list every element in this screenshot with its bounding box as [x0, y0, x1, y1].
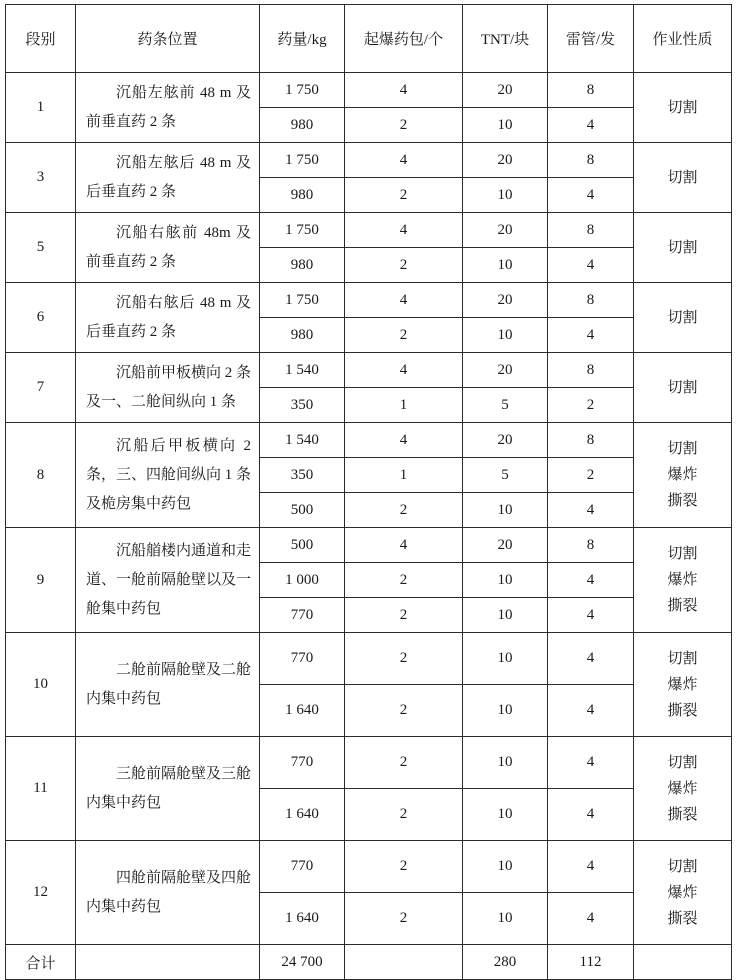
tnt-cell: 5 [463, 388, 548, 423]
table-row [6, 283, 732, 318]
segment-cell: 9 [6, 528, 76, 633]
segment-cell: 7 [6, 353, 76, 423]
nature-item: 撕裂 [667, 702, 698, 719]
location-text: 三舱前隔舱壁及三舱内集中药包 [86, 765, 252, 811]
blasting-cap-cell: 8 [548, 353, 634, 388]
tnt-cell: 20 [463, 423, 548, 458]
nature-item: 爆炸 [667, 676, 698, 693]
detonator-pack-cell: 4 [345, 423, 463, 458]
blasting-cap-cell: 4 [548, 893, 634, 945]
charge-amount-cell: 980 [260, 318, 345, 353]
detonator-pack-cell: 2 [345, 248, 463, 283]
location-cell [76, 73, 260, 143]
nature-item: 爆炸 [667, 467, 698, 483]
table-row [6, 633, 732, 685]
charge-amount-cell: 770 [260, 633, 345, 685]
operation-nature-cell [634, 73, 732, 143]
detonator-pack-cell: 2 [345, 893, 463, 945]
charge-amount-cell: 770 [260, 737, 345, 789]
blasting-cap-cell: 2 [548, 458, 634, 493]
charge-amount-cell: 350 [260, 388, 345, 423]
nature-item: 爆炸 [667, 884, 698, 901]
detonator-pack-cell: 2 [345, 493, 463, 528]
charge-amount-cell: 1 540 [260, 423, 345, 458]
charge-amount-cell: 980 [260, 178, 345, 213]
charge-amount-cell: 1 640 [260, 685, 345, 737]
blasting-cap-cell: 8 [548, 528, 634, 563]
tnt-cell: 10 [463, 841, 548, 893]
blasting-cap-cell: 4 [548, 563, 634, 598]
total-detonator-empty [345, 945, 463, 980]
detonator-pack-cell: 4 [345, 283, 463, 318]
total-label: 合计 [6, 945, 76, 980]
tnt-cell: 20 [463, 73, 548, 108]
blasting-cap-cell: 8 [548, 283, 634, 318]
nature-item: 切割 [667, 650, 698, 667]
blasting-cap-cell: 4 [548, 318, 634, 353]
header-row [6, 5, 732, 73]
blasting-cap-cell: 2 [548, 388, 634, 423]
header-location: 药条位置 [76, 5, 260, 73]
detonator-pack-cell: 2 [345, 108, 463, 143]
operation-nature-cell [634, 633, 732, 737]
nature-item: 爆炸 [667, 572, 698, 588]
blasting-cap-cell: 4 [548, 598, 634, 633]
segment-cell: 10 [6, 633, 76, 737]
segment-cell: 5 [6, 213, 76, 283]
charge-amount-cell: 1 750 [260, 73, 345, 108]
table-row [6, 213, 732, 248]
charge-amount-cell: 980 [260, 108, 345, 143]
operation-nature-cell [634, 353, 732, 423]
nature-item: 切割 [667, 379, 698, 396]
segment-cell: 6 [6, 283, 76, 353]
detonator-pack-cell: 4 [345, 73, 463, 108]
tnt-cell: 20 [463, 353, 548, 388]
charge-amount-cell: 1 640 [260, 893, 345, 945]
charge-amount-cell: 980 [260, 248, 345, 283]
detonator-pack-cell: 2 [345, 789, 463, 841]
blasting-cap-cell: 4 [548, 493, 634, 528]
header-blasting-cap: 雷管/发 [548, 5, 634, 73]
detonator-pack-cell: 2 [345, 598, 463, 633]
charge-amount-cell: 770 [260, 841, 345, 893]
tnt-cell: 20 [463, 283, 548, 318]
segment-cell: 12 [6, 841, 76, 945]
detonator-pack-cell: 2 [345, 737, 463, 789]
charge-amount-cell: 500 [260, 528, 345, 563]
nature-item: 撕裂 [667, 806, 698, 823]
charge-amount-cell: 1 640 [260, 789, 345, 841]
tnt-cell: 20 [463, 143, 548, 178]
tnt-cell: 10 [463, 685, 548, 737]
nature-item: 切割 [667, 858, 698, 875]
total-charge-amount: 24 700 [260, 945, 345, 980]
operation-nature-cell [634, 423, 732, 528]
tnt-cell: 5 [463, 458, 548, 493]
detonator-pack-cell: 1 [345, 458, 463, 493]
table-body [6, 73, 732, 945]
table-row [6, 737, 732, 789]
detonator-pack-cell: 2 [345, 633, 463, 685]
blasting-cap-cell: 4 [548, 841, 634, 893]
location-text: 沉船艏楼内通道和走道、一舱前隔舱壁以及一舱集中药包 [86, 542, 252, 617]
blasting-cap-cell: 4 [548, 633, 634, 685]
header-tnt: TNT/块 [463, 5, 548, 73]
nature-item: 撕裂 [667, 493, 698, 509]
header-charge-amount: 药量/kg [260, 5, 345, 73]
location-cell [76, 423, 260, 528]
blasting-cap-cell: 8 [548, 423, 634, 458]
total-row [6, 945, 732, 980]
location-text: 沉船右舷后 48 m 及后垂直药 2 条 [86, 294, 251, 340]
table-row [6, 143, 732, 178]
tnt-cell: 10 [463, 893, 548, 945]
nature-item: 切割 [667, 441, 698, 457]
tnt-cell: 10 [463, 633, 548, 685]
tnt-cell: 10 [463, 789, 548, 841]
detonator-pack-cell: 4 [345, 213, 463, 248]
detonator-pack-cell: 4 [345, 353, 463, 388]
nature-item: 撕裂 [667, 598, 698, 614]
operation-nature-cell [634, 213, 732, 283]
tnt-cell: 10 [463, 737, 548, 789]
nature-item: 切割 [667, 239, 698, 256]
operation-nature-cell [634, 283, 732, 353]
table-row [6, 528, 732, 563]
blasting-cap-cell: 4 [548, 737, 634, 789]
location-cell [76, 841, 260, 945]
nature-item: 切割 [667, 546, 698, 562]
table-row [6, 423, 732, 458]
location-text: 沉船左舷后 48 m 及后垂直药 2 条 [86, 154, 251, 200]
location-cell [76, 528, 260, 633]
segment-cell: 3 [6, 143, 76, 213]
location-text: 四舱前隔舱壁及四舱内集中药包 [86, 869, 252, 915]
tnt-cell: 10 [463, 598, 548, 633]
location-cell [76, 283, 260, 353]
nature-item: 撕裂 [667, 910, 698, 927]
charge-amount-cell: 500 [260, 493, 345, 528]
detonator-pack-cell: 4 [345, 143, 463, 178]
location-text: 二舱前隔舱壁及二舱内集中药包 [86, 661, 252, 707]
header-operation-nature: 作业性质 [634, 5, 732, 73]
operation-nature-cell [634, 528, 732, 633]
tnt-cell: 20 [463, 213, 548, 248]
table-row [6, 841, 732, 893]
detonator-pack-cell: 2 [345, 841, 463, 893]
tnt-cell: 10 [463, 178, 548, 213]
tnt-cell: 20 [463, 528, 548, 563]
charge-amount-cell: 770 [260, 598, 345, 633]
operation-nature-cell [634, 841, 732, 945]
nature-item: 切割 [667, 309, 698, 326]
total-tnt: 280 [463, 945, 548, 980]
tnt-cell: 10 [463, 318, 548, 353]
blasting-cap-cell: 8 [548, 73, 634, 108]
blasting-cap-cell: 8 [548, 213, 634, 248]
total-location-empty [76, 945, 260, 980]
blasting-cap-cell: 4 [548, 685, 634, 737]
charge-amount-cell: 1 750 [260, 283, 345, 318]
location-cell [76, 737, 260, 841]
detonator-pack-cell: 4 [345, 528, 463, 563]
detonator-pack-cell: 2 [345, 318, 463, 353]
total-nature-empty [634, 945, 732, 980]
detonator-pack-cell: 2 [345, 178, 463, 213]
charge-amount-cell: 1 000 [260, 563, 345, 598]
operation-nature-cell [634, 737, 732, 841]
segment-cell: 11 [6, 737, 76, 841]
total-blasting-cap: 112 [548, 945, 634, 980]
location-cell [76, 213, 260, 283]
charge-amount-cell: 1 750 [260, 213, 345, 248]
detonator-pack-cell: 2 [345, 685, 463, 737]
location-text: 沉船右舷前 48m 及前垂直药 2 条 [86, 224, 251, 270]
location-cell [76, 353, 260, 423]
blasting-cap-cell: 8 [548, 143, 634, 178]
tnt-cell: 10 [463, 493, 548, 528]
location-text: 沉船后甲板横向 2 条，三、四舱间纵向 1 条及桅房集中药包 [86, 437, 252, 512]
blasting-cap-cell: 4 [548, 108, 634, 143]
location-cell [76, 633, 260, 737]
nature-item: 切割 [667, 754, 698, 771]
operation-nature-cell [634, 143, 732, 213]
nature-item: 切割 [667, 169, 698, 186]
detonator-pack-cell: 1 [345, 388, 463, 423]
location-text: 沉船前甲板横向 2 条及一、二舱间纵向 1 条 [86, 364, 252, 410]
blasting-cap-cell: 4 [548, 178, 634, 213]
header-segment: 段别 [6, 5, 76, 73]
location-cell [76, 143, 260, 213]
charge-amount-cell: 1 540 [260, 353, 345, 388]
header-detonator-pack: 起爆药包/个 [345, 5, 463, 73]
table-row [6, 353, 732, 388]
charge-amount-cell: 1 750 [260, 143, 345, 178]
location-text: 沉船左舷前 48 m 及前垂直药 2 条 [86, 84, 251, 130]
table-row [6, 73, 732, 108]
blasting-cap-cell: 4 [548, 248, 634, 283]
nature-item: 爆炸 [667, 780, 698, 797]
segment-cell: 1 [6, 73, 76, 143]
nature-item: 切割 [667, 99, 698, 116]
tnt-cell: 10 [463, 248, 548, 283]
charge-amount-cell: 350 [260, 458, 345, 493]
explosive-charge-table [5, 4, 732, 980]
tnt-cell: 10 [463, 108, 548, 143]
tnt-cell: 10 [463, 563, 548, 598]
detonator-pack-cell: 2 [345, 563, 463, 598]
blasting-cap-cell: 4 [548, 789, 634, 841]
segment-cell: 8 [6, 423, 76, 528]
